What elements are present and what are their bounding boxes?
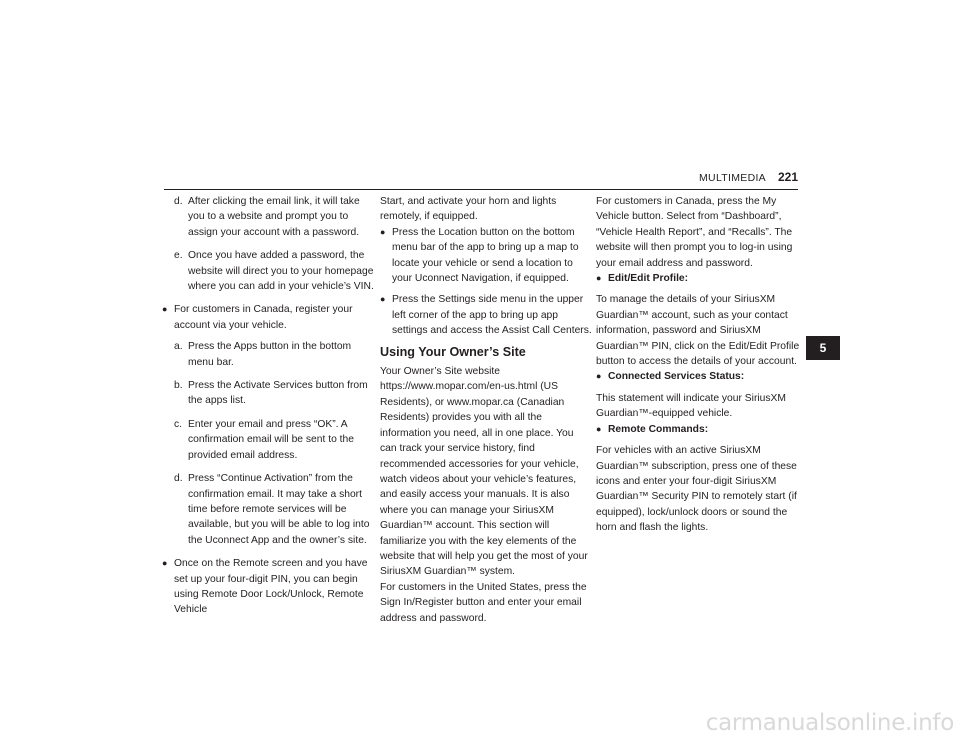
step-marker: e. [174, 250, 183, 262]
bullet-icon: ● [596, 273, 602, 284]
bullet-text: Press the Settings side menu in the upper left corner of the app to bring up app settings and access the Assist Call Centers. [392, 294, 592, 337]
bullet-icon: ● [380, 294, 386, 305]
column-3 [596, 194, 802, 536]
owners-site-paragraph: Your Owner’s Site website https://www.mopar.com/en-us.html (US Residents), or www.mopar.ca (Canadian Residents) provides you with all the information you need, all in one place. You can track your service history, find recommended accessories for your vehicle, watch videos about your vehicle’s features, and easily access your manuals. It is also where you can manage your SiriusXM Guardian™ account. This section will familiarize you with the key elements of the website that will help you get the most of your SiriusXM Guardian™ system. [380, 366, 588, 578]
bullet-icon: ● [596, 371, 602, 382]
us-customers-paragraph: For customers in the United States, press the Sign In/Register button and enter your email address and password. [380, 581, 587, 624]
column-1 [162, 194, 374, 624]
step-a [174, 339, 374, 370]
bullet-text: Press the Location button on the bottom menu bar of the app to bring up a map to locate your vehicle or send a location to your Uconnect Navigation, if equipped. [392, 226, 579, 285]
step-marker: a. [174, 341, 183, 353]
bullet-settings [380, 292, 592, 338]
step-marker: c. [174, 418, 183, 430]
bullet-title: Edit/Edit Profile: [608, 273, 689, 285]
step-text: After clicking the email link, it will take you to a website and prompt you to assign your account with a password. [188, 196, 360, 238]
bullet-icon: ● [596, 423, 602, 434]
bullet-title: Connected Services Status: [608, 371, 745, 383]
column-2 [380, 194, 592, 626]
canada-customers-paragraph: For customers in Canada, press the My Vehicle button. Select from “Dashboard”, “Vehicle Health Report”, and “Recalls”. The website will then prompt you to log-in using your email address and password. [596, 196, 793, 269]
step-c [174, 417, 374, 463]
step-text: Press “Continue Activation” from the confirmation email. It may take a short time before remote services will be available, but you will be able to log into the Uconnect App and the owner’s site. [188, 473, 370, 546]
bullet-canada-register [162, 302, 374, 333]
bullet-title: Remote Commands: [608, 423, 709, 435]
bullet-continuation: Start, and activate your horn and lights remotely, if equipped. [380, 196, 557, 223]
bullet-edit-profile [596, 271, 802, 286]
step-text: Enter your email and press “OK”. A confirmation email will be sent to the provided email address. [188, 418, 354, 461]
step-e [174, 248, 374, 294]
step-text: Press the Activate Services button from the apps list. [188, 380, 368, 407]
bullet-icon: ● [162, 558, 168, 569]
step-marker: d. [174, 196, 183, 207]
bullet-location [380, 225, 592, 287]
page-header [0, 168, 960, 188]
bullet-connected-status [596, 369, 802, 384]
connected-status-text: This statement will indicate your SiriusXM Guardian™-equipped vehicle. [596, 392, 786, 420]
step-text: Press the Apps button in the bottom menu bar. [188, 341, 352, 368]
section-title: MULTIMEDIA [699, 172, 766, 184]
step-marker: d. [174, 473, 183, 485]
bullet-remote-commands [596, 422, 802, 437]
chapter-tab: 5 [806, 336, 840, 360]
remote-commands-text: For vehicles with an active SiriusXM Guardian™ subscription, press one of these icons and enter your four-digit SiriusXM Guardian™ Security PIN to remotely start (if equipped), lock/unlock doors or sound the horn and flash the lights. [596, 445, 797, 534]
section-heading: Using Your Owner’s Site [380, 344, 526, 359]
bullet-text: Once on the Remote screen and you have set up your four-digit PIN, you can begin using Remote Door Lock/Unlock, Remote Vehicle [174, 558, 368, 616]
step-d-continue [174, 471, 374, 548]
watermark: carmanualsonline.info [705, 710, 954, 736]
edit-profile-text: To manage the details of your SiriusXM Guardian™ account, such as your contact information, password and SiriusXM Guardian™ PIN, click on the Edit/Edit Profile button to access the details of your account. [596, 294, 800, 368]
step-text: Once you have added a password, the website will direct you to your homepage where you can add in your vehicle’s VIN. [188, 250, 374, 293]
bullet-icon: ● [380, 226, 386, 237]
header-rule [164, 189, 798, 190]
step-d [174, 194, 374, 240]
bullet-text: For customers in Canada, register your account via your vehicle. [174, 304, 353, 331]
page-number: 221 [777, 170, 798, 184]
bullet-remote-screen [162, 556, 374, 618]
step-marker: b. [174, 380, 183, 392]
bullet-icon: ● [162, 304, 168, 315]
step-b [174, 378, 374, 409]
